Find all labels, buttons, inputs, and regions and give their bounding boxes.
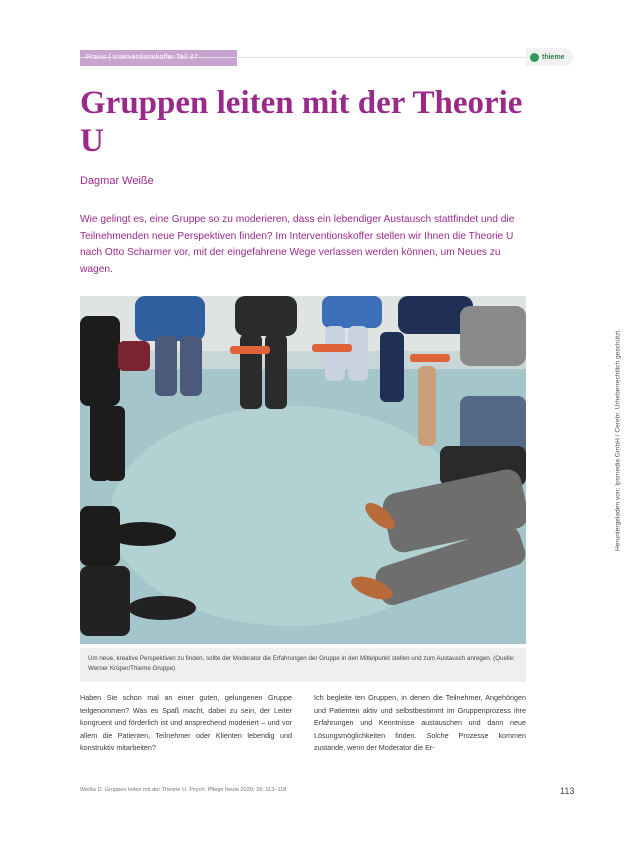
photo-illustration	[80, 296, 526, 644]
side-copyright-note	[612, 290, 624, 590]
side-copyright-text: Heruntergeladen von: Ipsmedia GmbH / Cerebr. Urheberrechtlich geschützt.	[614, 328, 622, 552]
thieme-logo-icon	[530, 53, 539, 62]
article-title: Gruppen leiten mit der Theorie U	[80, 85, 523, 159]
brand-logo	[526, 48, 573, 66]
page-number: 113	[560, 786, 575, 796]
body-column-right: Ich begleite ten Gruppen, in denen die Teilnehmer, Angehörigen und Patienten aktiv und selbstbestimmt im Gruppenprozess ihre Erfahrungen und Kenntnisse austauschen und dann neue Lösungsmöglichkeiten finden. Solche Prozesse kommen zustande, wenn der Moderator die Er-	[314, 693, 526, 753]
article-author: Dagmar Weiße	[80, 175, 154, 187]
footer-reference: Weiße D. Gruppen leiten mit der Theorie U. Psych. Pflege heute 2020; 26: 113–118	[80, 787, 287, 793]
header-rule	[80, 57, 526, 58]
article-lead: Wie gelingt es, eine Gruppe so zu moderieren, dass ein lebendiger Austausch stattfindet und die Teilnehmenden neue Perspektiven finden? Im Interventionskoffer stellen wir Ihnen die Theorie U nach Otto Scharmer vor, mit der eingefahrene Wege verlassen werden können, um Neues zu wagen.	[80, 214, 515, 275]
group-circle-photo	[80, 296, 526, 644]
body-column-left: Haben Sie schon mal an einer guten, gelungenen Gruppe teilgenommen? Was es Spaß macht, dabei zu sein, der Leiter kongruent und förderlich ist und ansprechend moderiert – und vor allem die Patienten, Teilnehmer oder Klienten lebendig und konstruktiv mitarbeiten?	[80, 693, 292, 753]
section-tag	[80, 50, 237, 66]
brand-label: thieme	[542, 53, 565, 61]
photo-caption: Um neue, kreative Perspektiven zu finden, sollte der Moderator die Erfahrungen der Gruppe in den Mittelpunkt stellen und zum Austausch anregen. (Quelle: Werner Krüper/Thieme Gruppe)	[80, 648, 526, 682]
